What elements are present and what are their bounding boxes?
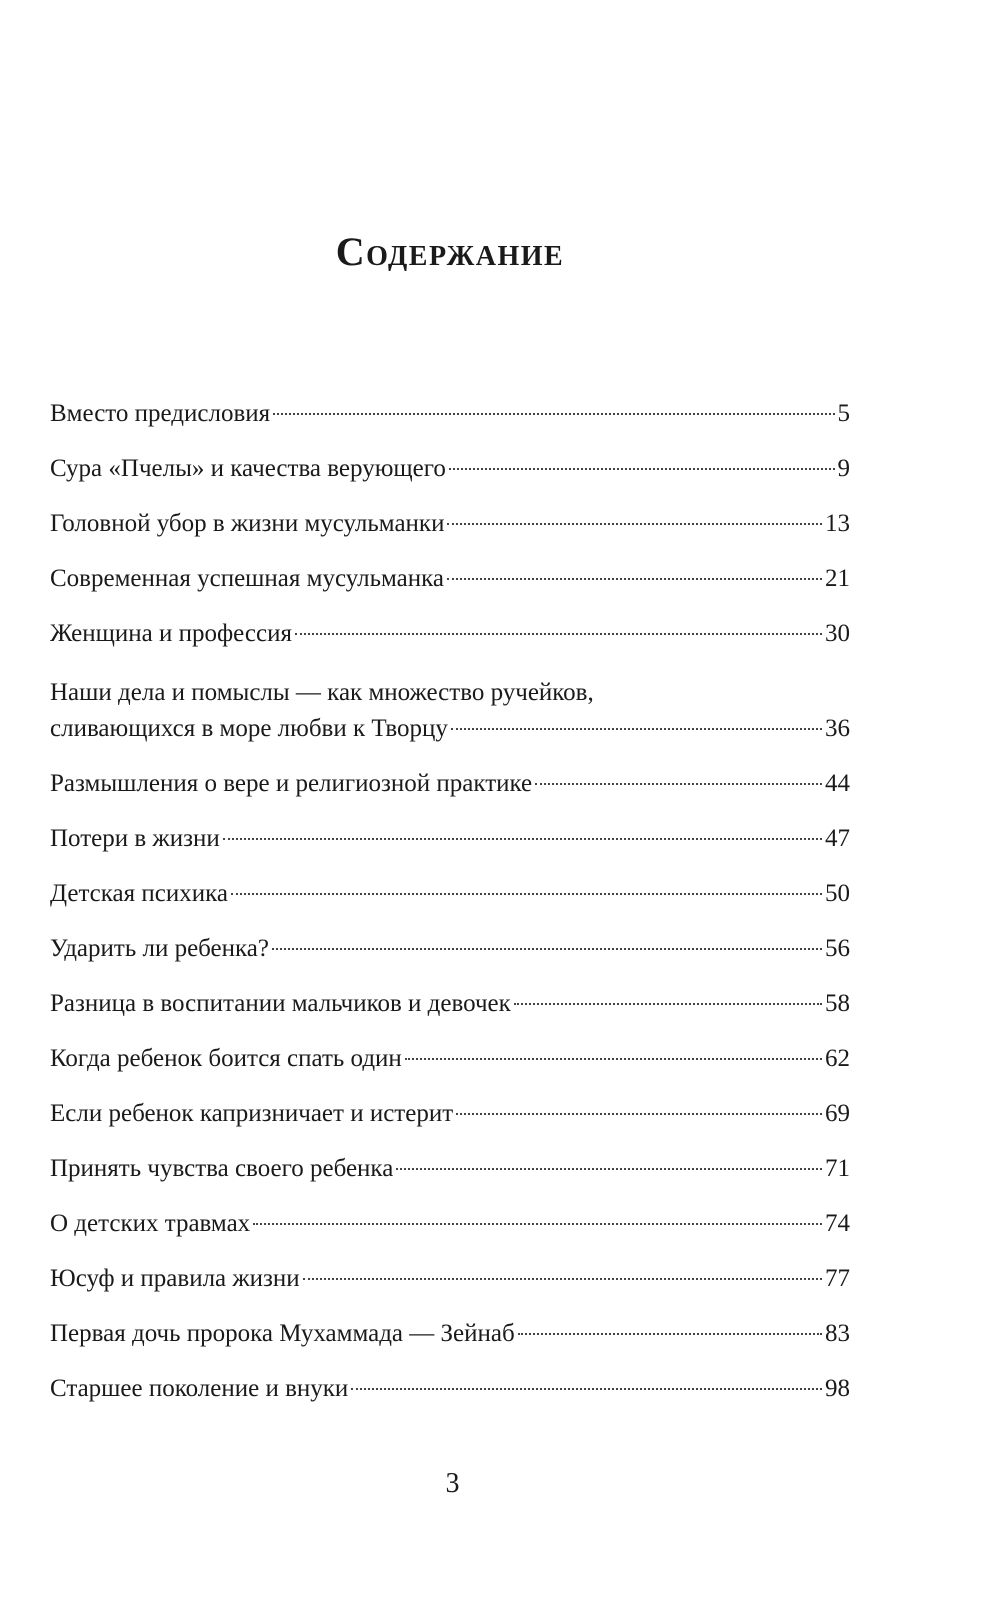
toc-entry-title: Современная успешная мусульманка: [50, 565, 444, 592]
dot-leader: [223, 838, 822, 840]
toc-entry[interactable]: [50, 933, 850, 965]
toc-entry[interactable]: [50, 1043, 850, 1075]
dot-leader: [447, 578, 822, 580]
page-title: Содержание: [335, 229, 565, 274]
toc-entry[interactable]: [50, 823, 850, 855]
toc-entry-title: Головной убор в жизни мусульманки: [50, 510, 445, 537]
toc-entry-page: 5: [837, 400, 850, 427]
toc-entry-page: 9: [837, 455, 850, 482]
toc-entry[interactable]: [50, 1373, 850, 1405]
toc-entry-title: Юсуф и правила жизни: [50, 1265, 300, 1292]
toc-entry-title: Когда ребенок боится спать один: [50, 1045, 402, 1072]
toc-entry-page: 62: [825, 1045, 850, 1072]
toc-entry-title-line2: сливающихся в море любви к Творцу: [50, 715, 448, 742]
toc-entry-page: 21: [825, 565, 850, 592]
toc-entry-page: 77: [825, 1265, 850, 1292]
dot-leader: [295, 633, 822, 635]
toc-entry[interactable]: [50, 618, 850, 650]
dot-leader: [405, 1058, 822, 1060]
toc-entry-title: Детская психика: [50, 880, 228, 907]
toc-entry-page: 50: [825, 880, 850, 907]
toc-entry-page: 44: [825, 770, 850, 797]
dot-leader: [396, 1168, 822, 1170]
toc-entry[interactable]: [50, 398, 850, 430]
dot-leader: [456, 1113, 822, 1115]
toc-entry[interactable]: [50, 1153, 850, 1185]
dot-leader: [535, 783, 822, 785]
toc-entry-page: 36: [825, 715, 850, 742]
table-of-contents: [50, 398, 850, 1428]
page-number: 3: [445, 1468, 460, 1499]
dot-leader: [303, 1278, 822, 1280]
toc-entry[interactable]: [50, 1208, 850, 1240]
toc-entry-page: 58: [825, 990, 850, 1017]
toc-entry[interactable]: [50, 988, 850, 1020]
toc-entry-page: 69: [825, 1100, 850, 1127]
toc-entry[interactable]: [50, 563, 850, 595]
dot-leader: [449, 468, 835, 470]
toc-entry[interactable]: [50, 1098, 850, 1130]
toc-entry[interactable]: [50, 878, 850, 910]
toc-entry-title: Сура «Пчелы» и качества верующего: [50, 455, 446, 482]
toc-entry-title: О детских травмах: [50, 1210, 251, 1237]
toc-entry-page: 71: [825, 1155, 850, 1182]
dot-leader: [451, 728, 822, 730]
toc-entry-page: 13: [825, 510, 850, 537]
toc-entry-title: Потери в жизни: [50, 825, 220, 852]
toc-entry-title-line1: Наши дела и помыслы — как множество ручейков,: [50, 679, 594, 706]
toc-entry-page: 74: [825, 1210, 850, 1237]
toc-entry-page: 30: [825, 620, 850, 647]
dot-leader: [518, 1333, 822, 1335]
toc-entry-title: Разница в воспитании мальчиков и девочек: [50, 990, 511, 1017]
dot-leader: [514, 1003, 822, 1005]
toc-entry-title: Принять чувства своего ребенка: [50, 1155, 394, 1182]
toc-entry-page: 47: [825, 825, 850, 852]
toc-entry-title: Ударить ли ребенка?: [50, 935, 269, 962]
dot-leader: [351, 1388, 822, 1390]
toc-entry[interactable]: [50, 768, 850, 800]
toc-entry[interactable]: [50, 508, 850, 540]
toc-entry-page: 83: [825, 1320, 850, 1347]
toc-entry[interactable]: [50, 1263, 850, 1295]
toc-entry-last-line: [50, 713, 850, 745]
toc-entry[interactable]: [50, 673, 850, 745]
toc-entry[interactable]: [50, 1318, 850, 1350]
dot-leader: [231, 893, 822, 895]
toc-entry[interactable]: [50, 453, 850, 485]
toc-entry-title: Старшее поколение и внуки: [50, 1375, 349, 1402]
toc-entry-title: Женщина и профессия: [50, 620, 292, 647]
dot-leader: [253, 1223, 822, 1225]
toc-entry-page: 56: [825, 935, 850, 962]
dot-leader: [273, 413, 834, 415]
toc-entry-title: Первая дочь пророка Мухаммада — Зейнаб: [50, 1320, 515, 1347]
toc-entry-title: Размышления о вере и религиозной практике: [50, 770, 533, 797]
toc-entry-title: Если ребенок капризничает и истерит: [50, 1100, 454, 1127]
toc-entry-title: Вместо предисловия: [50, 400, 271, 427]
toc-entry-page: 98: [825, 1375, 850, 1402]
dot-leader: [447, 523, 822, 525]
dot-leader: [272, 948, 822, 950]
